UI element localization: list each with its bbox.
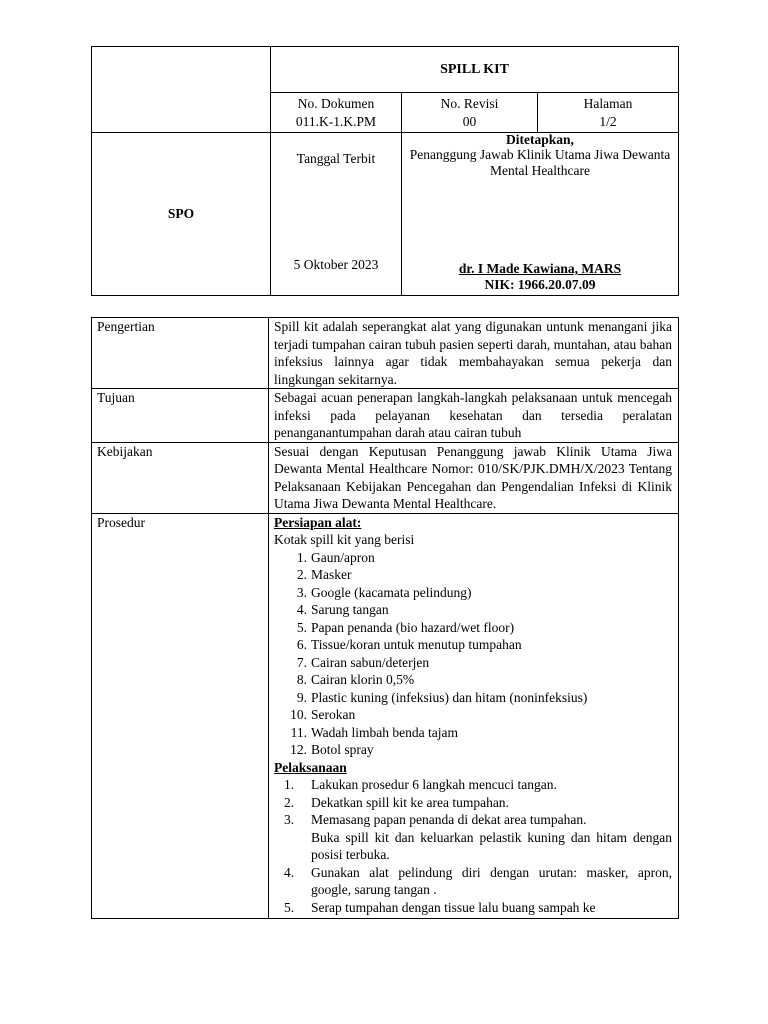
tool-item	[274, 689, 672, 707]
prosedur-label: Prosedur	[92, 513, 269, 918]
approval-role: Penanggung Jawab Klinik Utama Jiwa Dewanta Mental Healthcare	[409, 147, 671, 178]
tool-item	[274, 654, 672, 672]
tool-item	[274, 636, 672, 654]
step-item	[274, 899, 672, 917]
step-number: 3.	[284, 812, 295, 827]
tool-text: Papan penanda (bio hazard/wet floor)	[311, 619, 515, 635]
doc-number-cell	[271, 93, 402, 133]
logo-cell	[92, 47, 271, 133]
tool-item	[274, 566, 672, 584]
issue-date-label: Tanggal Terbit	[296, 151, 376, 166]
step-text: Serap tumpahan dengan tissue lalu buang sampah ke	[311, 899, 596, 915]
step-text: Lakukan prosedur 6 langkah mencuci tangan.	[311, 777, 557, 792]
tool-item	[274, 706, 672, 724]
step-number: 4.	[284, 864, 295, 880]
tool-number: 3.	[296, 584, 307, 600]
tujuan-label: Tujuan	[92, 389, 269, 443]
tool-number: 8.	[296, 672, 307, 687]
tool-text: Gaun/apron	[311, 549, 375, 565]
issue-date-cell	[271, 133, 402, 296]
pengertian-text: Spill kit adalah seperangkat alat yang digunakan untunk menangani jika terjadi tumpahan cairan tubuh pasien seperti darah, muntahan, atau bahan infeksius lainnya agar tidak membahayakan semua pekerja dan lingkungan sekitarnya.	[269, 318, 679, 389]
tool-number: 5.	[296, 619, 307, 635]
step-number: 5.	[284, 899, 295, 915]
signer-nik: NIK: 1966.20.07.09	[484, 277, 596, 292]
approval-cell	[402, 133, 679, 296]
tool-item	[274, 619, 672, 637]
header-table	[91, 46, 679, 296]
procedure-table	[91, 317, 679, 919]
tool-item	[274, 601, 672, 619]
kotak-text: Kotak spill kit yang berisi	[274, 532, 415, 547]
tool-text: Cairan klorin 0,5%	[311, 672, 415, 687]
tool-text: Cairan sabun/deterjen	[311, 654, 430, 670]
tool-item	[274, 549, 672, 567]
step-text: Gunakan alat pelindung diri dengan urutan: masker, apron, google, sarung tangan .	[311, 864, 672, 897]
issue-date-value: 5 Oktober 2023	[293, 257, 379, 272]
tool-item	[274, 671, 672, 689]
tool-item	[274, 724, 672, 742]
doc-number-label: No. Dokumen	[297, 96, 375, 111]
signer-name: dr. I Made Kawiana, MARS	[458, 261, 622, 276]
step-number: 1.	[284, 777, 295, 792]
tool-number: 2.	[296, 567, 307, 582]
tujuan-text: Sebagai acuan penerapan langkah-langkah pelaksanaan untuk mencegah infeksi pada pelayanan kesehatan dan tersedia peralatan penanganantumpahan darah atau cairan tubuh	[269, 389, 679, 443]
page-label: Halaman	[583, 96, 633, 111]
kebijakan-text: Sesuai dengan Keputusan Penanggung jawab Klinik Utama Jiwa Dewanta Mental Healthcare Nomor: 010/SK/PJK.DMH/X/2023 Tentang Pelaksanaan Kebijakan Pencegahan dan Pengendalian Infeksi di Klinik Utama Jiwa Dewanta Mental Healthcare.	[269, 442, 679, 513]
tool-number: 12.	[290, 742, 307, 757]
step-item	[274, 864, 672, 899]
tool-text: Wadah limbah benda tajam	[311, 724, 458, 740]
tool-number: 10.	[290, 707, 307, 722]
pengertian-label: Pengertian	[92, 318, 269, 389]
approval-label: Ditetapkan,	[506, 132, 574, 147]
tool-number: 4.	[296, 602, 307, 617]
pelaksanaan-title: Pelaksanaan	[274, 759, 347, 775]
tool-text: Serokan	[311, 707, 356, 722]
tool-number: 9.	[296, 689, 307, 705]
step-extra-text: Buka spill kit dan keluarkan pelastik kuning dan hitam dengan posisi terbuka.	[311, 829, 672, 862]
prosedur-content	[269, 513, 679, 918]
tool-number: 1.	[296, 549, 307, 565]
page-cell	[538, 93, 679, 133]
step-text: Dekatkan spill kit ke area tumpahan.	[311, 794, 509, 810]
tool-item	[274, 741, 672, 759]
tools-list	[274, 549, 672, 759]
tool-text: Masker	[311, 567, 352, 582]
tool-number: 11.	[290, 724, 307, 740]
tool-text: Google (kacamata pelindung)	[311, 584, 472, 600]
tool-text: Plastic kuning (infeksius) dan hitam (noninfeksius)	[311, 689, 588, 705]
doc-number-value: 011.K-1.K.PM	[295, 113, 377, 129]
spo-label: SPO	[92, 133, 271, 296]
document-title: SPILL KIT	[271, 47, 679, 93]
step-item	[274, 776, 672, 794]
step-number: 2.	[284, 794, 295, 810]
step-item	[274, 794, 672, 812]
step-text: Memasang papan penanda di dekat area tumpahan.	[311, 812, 587, 827]
revision-cell	[402, 93, 538, 133]
tool-text: Botol spray	[311, 742, 374, 757]
tool-text: Sarung tangan	[311, 602, 389, 617]
page-value: 1/2	[599, 113, 617, 129]
steps-list	[274, 776, 672, 916]
revision-value: 00	[462, 113, 477, 129]
tool-number: 7.	[296, 654, 307, 670]
persiapan-title: Persiapan alat:	[274, 514, 362, 530]
revision-label: No. Revisi	[440, 96, 499, 111]
tool-item	[274, 584, 672, 602]
tool-number: 6.	[296, 637, 307, 652]
kebijakan-label: Kebijakan	[92, 442, 269, 513]
step-item	[274, 811, 672, 864]
tool-text: Tissue/koran untuk menutup tumpahan	[311, 637, 522, 652]
